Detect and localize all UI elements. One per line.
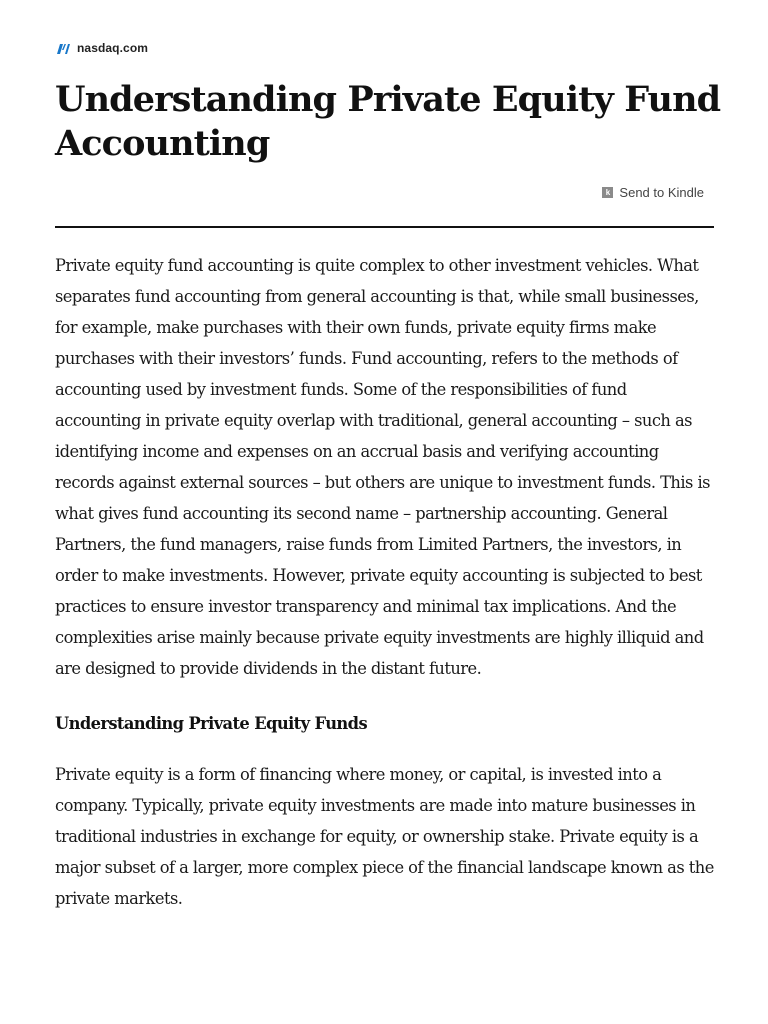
article-body bbox=[55, 250, 717, 914]
article-paragraph: Private equity fund accounting is quite complex to other investment vehicles. What separates fund accounting from general accounting is that, while small businesses, for example, make purchases with their own funds, private equity firms make purchases with their investors’ funds. Fund accounting, refers to the methods of accounting used by investment funds. Some of the responsibilities of fund accounting in private equity overlap with traditional, general accounting – such as identifying income and expenses on an accrual basis and verifying accounting records against external sources – but others are unique to investment funds. This is what gives fund accounting its second name – partnership accounting. General Partners, the fund managers, raise funds from Limited Partners, the investors, in order to make investments. However, private equity accounting is subjected to best practices to ensure investor transparency and minimal tax implications. And the complexities arise mainly because private equity investments are highly illiquid and are designed to provide dividends in the distant future. bbox=[55, 256, 710, 678]
send-to-kindle-label: Send to Kindle bbox=[619, 185, 704, 200]
source-header bbox=[55, 38, 148, 58]
article-paragraph: Private equity is a form of financing where money, or capital, is invested into a company. Typically, private equity investments are made into mature businesses in traditional industries in exchange for equity, or ownership stake. Private equity is a major subset of a larger, more complex piece of the financial landscape known as the private markets. bbox=[55, 765, 714, 908]
nasdaq-logo-icon bbox=[55, 40, 71, 56]
section-heading: Understanding Private Equity Funds bbox=[55, 714, 368, 733]
kindle-icon: k bbox=[602, 187, 613, 198]
header-divider bbox=[55, 226, 714, 228]
source-site-label[interactable]: nasdaq.com bbox=[77, 41, 149, 55]
article-title: Understanding Private Equity Fund Accounting bbox=[55, 79, 721, 164]
send-to-kindle-button[interactable] bbox=[602, 185, 704, 200]
